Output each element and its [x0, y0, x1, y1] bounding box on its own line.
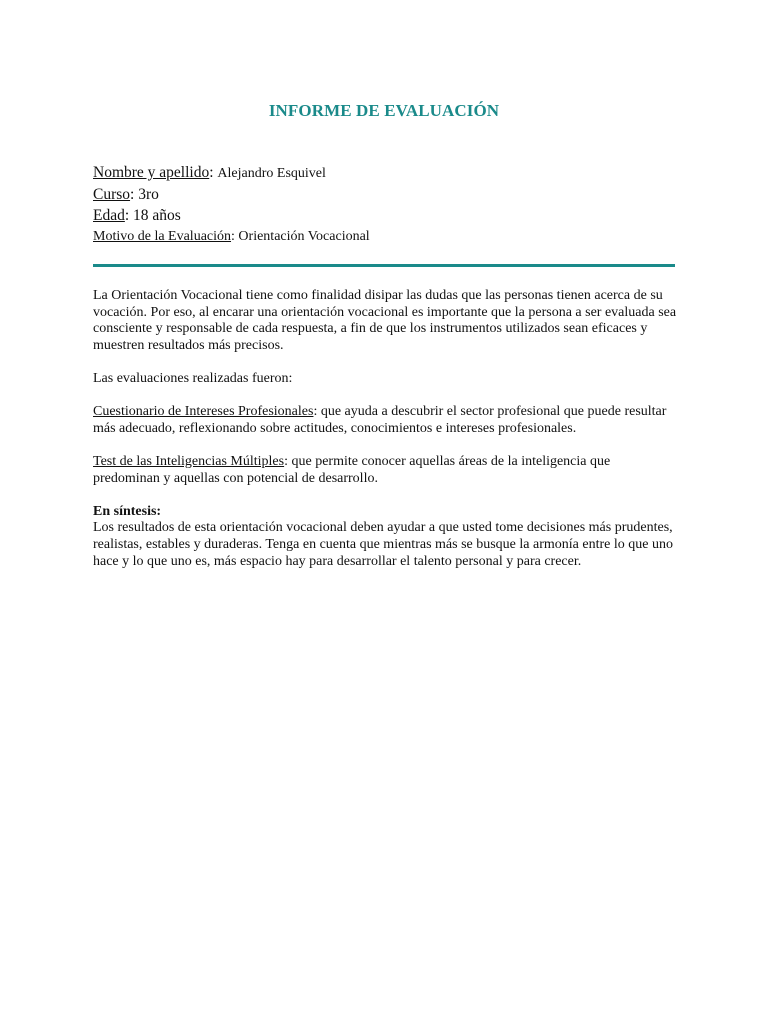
report-body [93, 288, 678, 570]
evaluation-item [93, 404, 678, 437]
age-label: Edad [93, 207, 125, 224]
name-field: Nombre y apellido: Alejandro Esquivel [93, 164, 326, 181]
evaluation-description: : que permite conocer aquellas áreas de la inteligencia que predominan y aquellas con potencial de desarrollo. [93, 453, 611, 486]
course-field: Curso: 3ro [93, 186, 159, 203]
evaluation-description: : que ayuda a descubrir el sector profesional que puede resultar más adecuado, reflexionando sobre actitudes, conocimientos e intereses profesionales. [93, 404, 667, 436]
age-field: Edad: 18 años [93, 207, 181, 224]
course-label: Curso [93, 186, 131, 203]
evaluations-intro: Las evaluaciones realizadas fueron: [93, 370, 293, 386]
synthesis-paragraph: Los resultados de esta orientación vocacional deben ayudar a que usted tome decisiones más prudentes, realistas, estables y duraderas. Tenga en cuenta que mientras más se busque la armonía entre lo que uno hace y lo que uno es, más espacio hay para desarrollar el talento personal y para crecer. [93, 520, 673, 569]
evaluation-name: Cuestionario de Intereses Profesionales [93, 404, 314, 420]
synthesis-heading: En síntesis: [93, 503, 162, 519]
name-label: Nombre y apellido [93, 164, 210, 181]
section-divider [93, 264, 675, 267]
reason-field: Motivo de la Evaluación: Orientación Vocacional [93, 229, 370, 244]
course-value: 3ro [138, 186, 159, 203]
evaluation-item [93, 454, 678, 487]
document-title: INFORME DE EVALUACIÓN [268, 101, 500, 120]
reason-value: Orientación Vocacional [238, 229, 370, 244]
student-info [93, 162, 693, 247]
reason-label: Motivo de la Evaluación [93, 229, 232, 244]
evaluation-name: Test de las Inteligencias Múltiples [93, 453, 285, 469]
intro-paragraph: La Orientación Vocacional tiene como finalidad disipar las dudas que las personas tienen acerca de su vocación. Por eso, al encarar una orientación vocacional es importante que la persona a ser evaluada sea consciente y responsable de cada respuesta, a fin de que los instrumentos utilizados sean eficaces y muestren resultados más precisos. [93, 288, 677, 353]
name-value: Alejandro Esquivel [217, 166, 326, 181]
age-value: 18 años [133, 207, 181, 224]
